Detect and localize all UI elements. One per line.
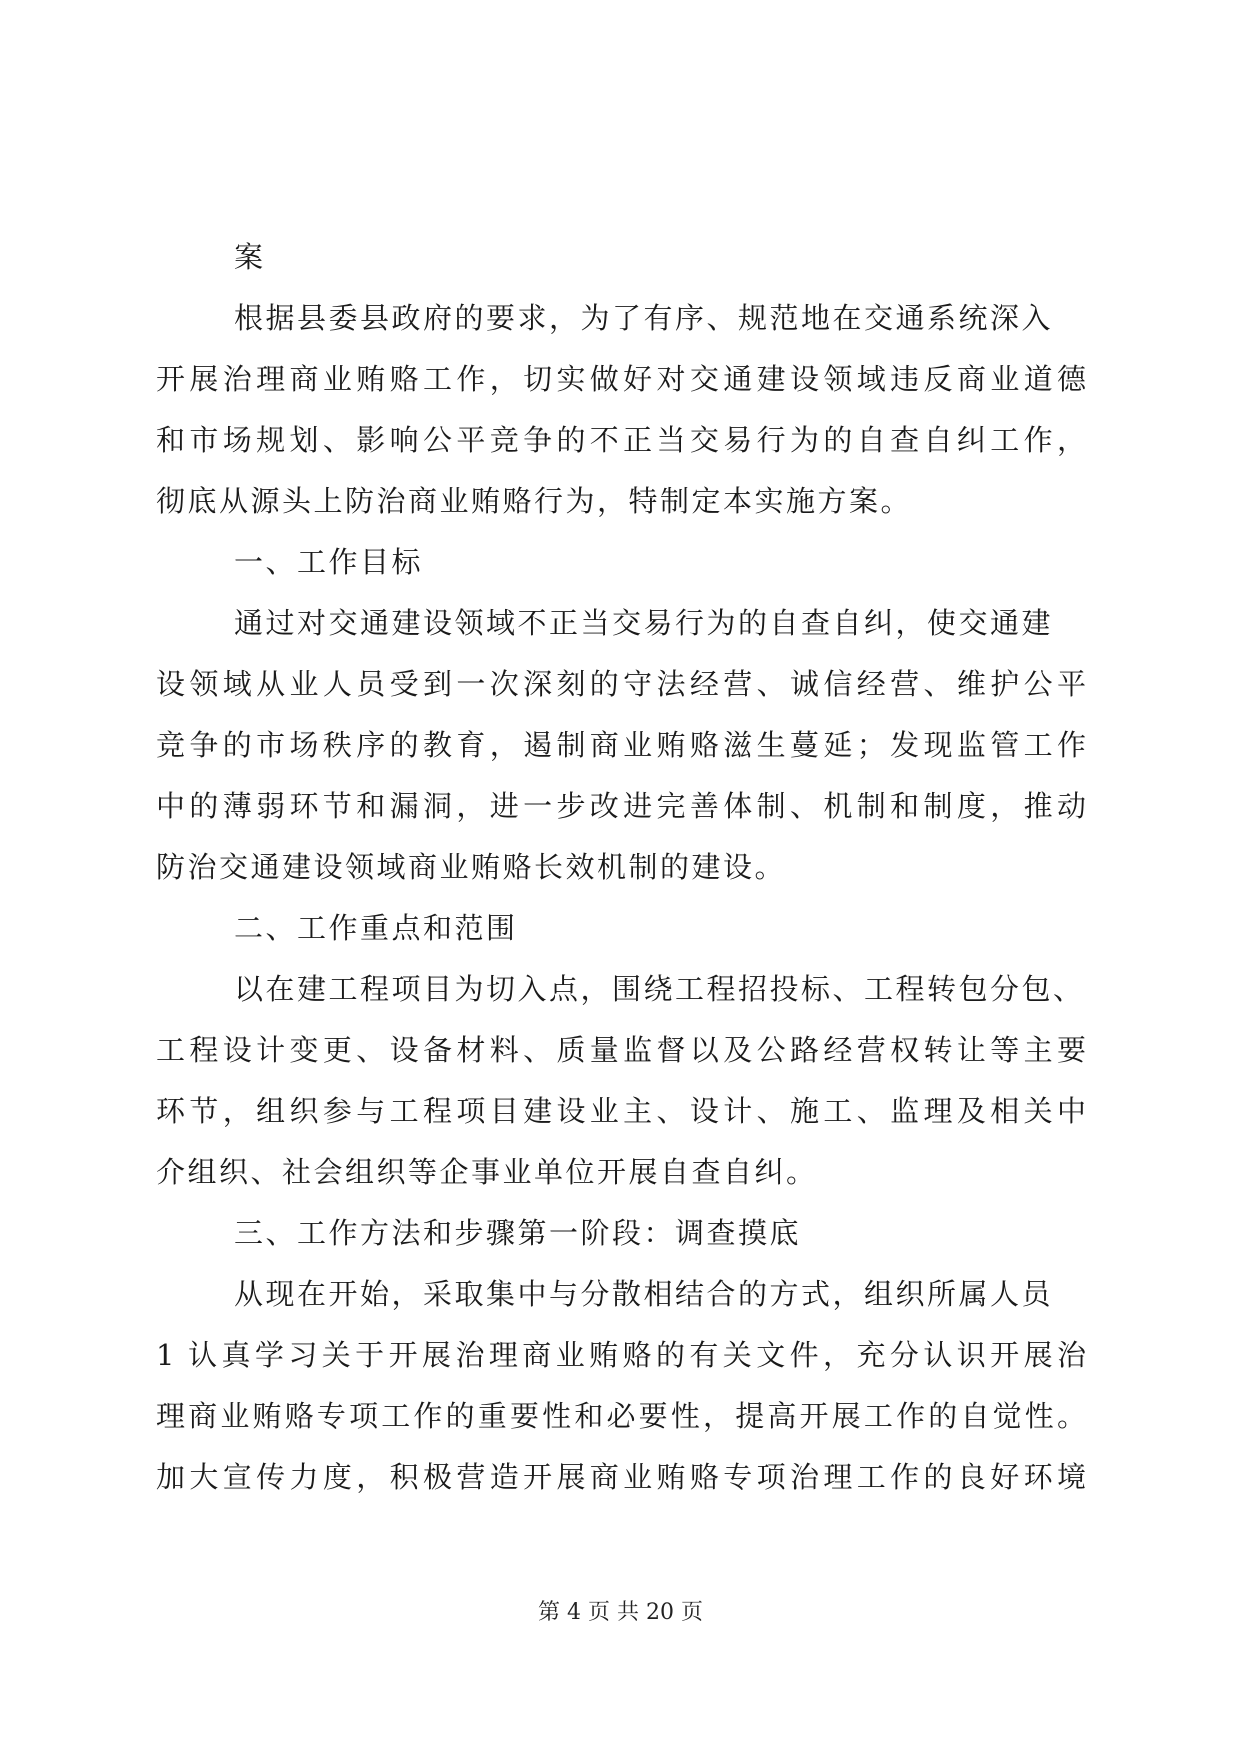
paragraph-line: 以在建工程项目为切入点，围绕工程招投标、工程转包分包、: [234, 972, 1085, 1006]
text-line: 案: [234, 240, 266, 274]
paragraph-line: 加大宣传力度，积极营造开展商业贿赂专项治理工作的良好环境: [156, 1460, 1086, 1494]
paragraph-line: 理商业贿赂专项工作的重要性和必要性，提高开展工作的自觉性。: [156, 1399, 1086, 1433]
paragraph-line: 中的薄弱环节和漏洞，进一步改进完善体制、机制和制度，推动: [156, 789, 1086, 823]
section-heading: 三、工作方法和步骤第一阶段：调查摸底: [234, 1216, 802, 1250]
page-number-footer: 第 4 页 共 20 页: [538, 1600, 703, 1625]
paragraph-line: 防治交通建设领域商业贿赂长效机制的建设。: [156, 850, 787, 884]
paragraph-line: 根据县委县政府的要求，为了有序、规范地在交通系统深入: [234, 301, 1054, 335]
paragraph-line: 彻底从源头上防治商业贿赂行为，特制定本实施方案。: [156, 484, 913, 518]
paragraph-line: 1 认真学习关于开展治理商业贿赂的有关文件，充分认识开展治: [156, 1338, 1086, 1372]
paragraph-line: 介组织、社会组织等企事业单位开展自查自纠。: [156, 1155, 818, 1189]
paragraph-line: 竞争的市场秩序的教育，遏制商业贿赂滋生蔓延；发现监管工作: [156, 728, 1086, 762]
paragraph-line: 从现在开始，采取集中与分散相结合的方式，组织所属人员: [234, 1277, 1054, 1311]
paragraph-line: 开展治理商业贿赂工作，切实做好对交通建设领域违反商业道德: [156, 362, 1086, 396]
paragraph-line: 工程设计变更、设备材料、质量监督以及公路经营权转让等主要: [156, 1033, 1086, 1067]
section-heading: 二、工作重点和范围: [234, 911, 518, 945]
document-body: [156, 227, 1086, 1508]
paragraph-line: 通过对交通建设领域不正当交易行为的自查自纠，使交通建: [234, 606, 1054, 640]
paragraph-line: 环节，组织参与工程项目建设业主、设计、施工、监理及相关中: [156, 1094, 1086, 1128]
paragraph-line: 和市场规划、影响公平竞争的不正当交易行为的自查自纠工作，: [156, 423, 1086, 457]
section-heading: 一、工作目标: [234, 545, 424, 579]
paragraph-line: 设领域从业人员受到一次深刻的守法经营、诚信经营、维护公平: [156, 667, 1086, 701]
